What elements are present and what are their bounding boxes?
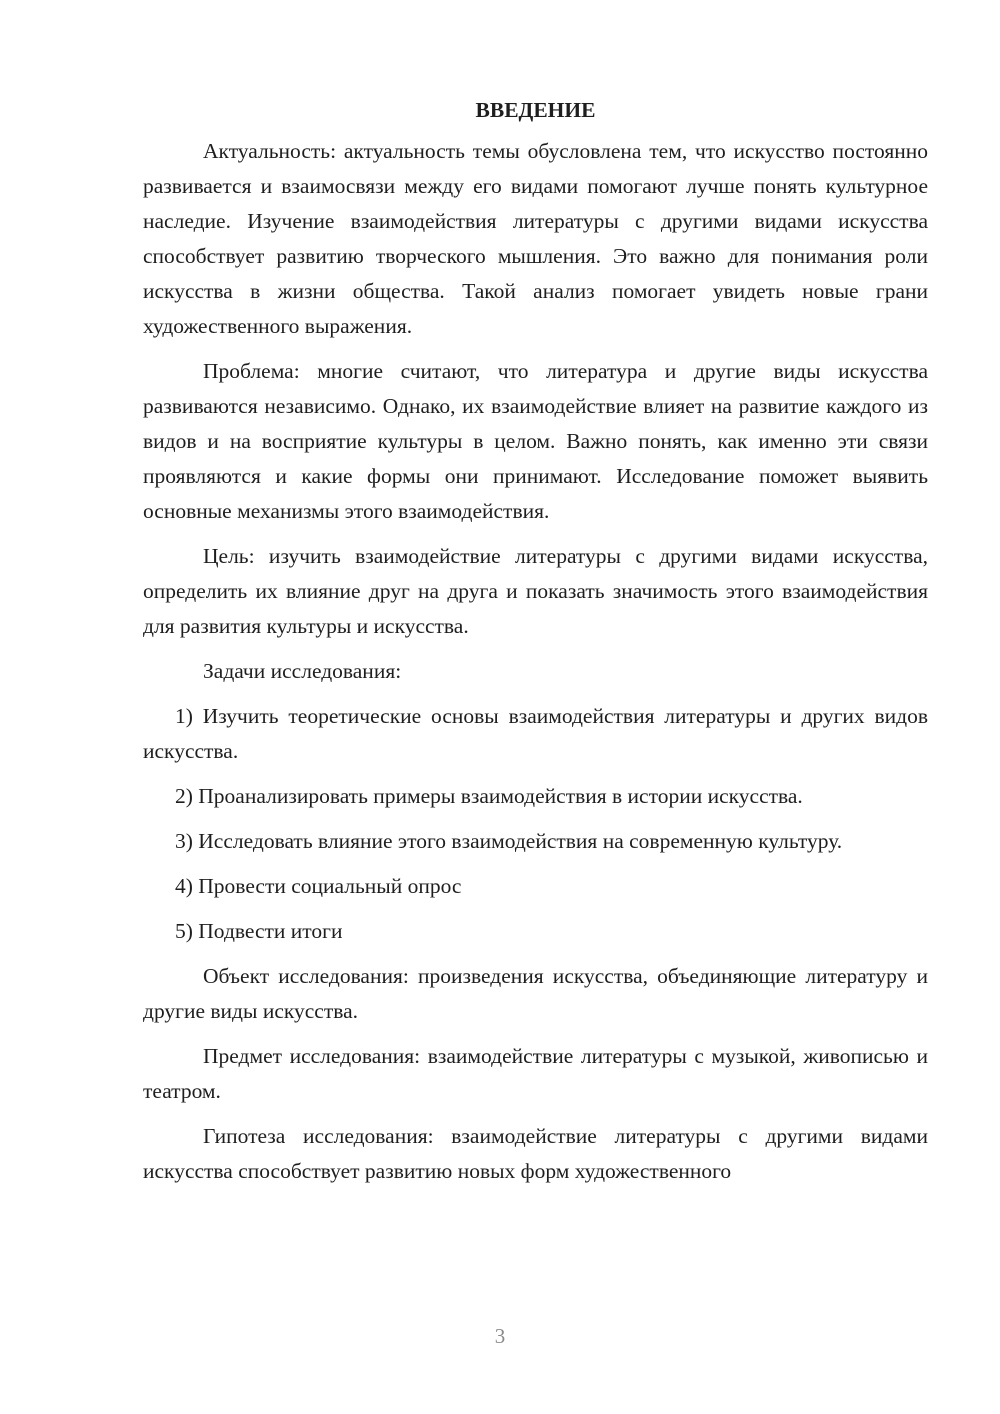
document-page <box>143 93 928 1189</box>
goal-paragraph: Цель: изучить взаимодействие литературы с другими видами искусства, определить их влияние друг на друга и показать значимость этого взаимодействия для развития культуры и искусства. <box>143 544 928 638</box>
task-item: 3) Исследовать влияние этого взаимодействия на современную культуру. <box>175 829 843 853</box>
tasks-heading: Задачи исследования: <box>203 659 402 683</box>
hypothesis-paragraph: Гипотеза исследования: взаимодействие литературы с другими видами искусства способствует развитию новых форм художественного <box>143 1124 928 1183</box>
task-item: 2) Проанализировать примеры взаимодействия в истории искусства. <box>175 784 803 808</box>
task-item: 1) Изучить теоретические основы взаимодействия литературы и других видов искусства. <box>143 704 928 763</box>
object-paragraph: Объект исследования: произведения искусства, объединяющие литературу и другие виды искусства. <box>143 964 928 1023</box>
problem-paragraph: Проблема: многие считают, что литература и другие виды искусства развиваются независимо. Однако, их взаимодействие влияет на развитие каждого из видов и на восприятие культуры в целом. Важно понять, как именно эти связи проявляются и какие формы они принимают. Исследование поможет выявить основные механизмы этого взаимодействия. <box>143 359 928 523</box>
task-item: 4) Провести социальный опрос <box>175 874 462 898</box>
subject-paragraph: Предмет исследования: взаимодействие литературы с музыкой, живописью и театром. <box>143 1044 928 1103</box>
section-title: ВВЕДЕНИЕ <box>475 98 596 122</box>
relevance-paragraph: Актуальность: актуальность темы обусловлена тем, что искусство постоянно развивается и взаимосвязи между его видами помогают лучше понять культурное наследие. Изучение взаимодействия литературы с другими видами искусства способствует развитию творческого мышления. Это важно для понимания роли искусства в жизни общества. Такой анализ помогает увидеть новые грани художественного выражения. <box>143 139 928 338</box>
page-number: 3 <box>494 1324 506 1348</box>
task-item: 5) Подвести итоги <box>175 919 343 943</box>
